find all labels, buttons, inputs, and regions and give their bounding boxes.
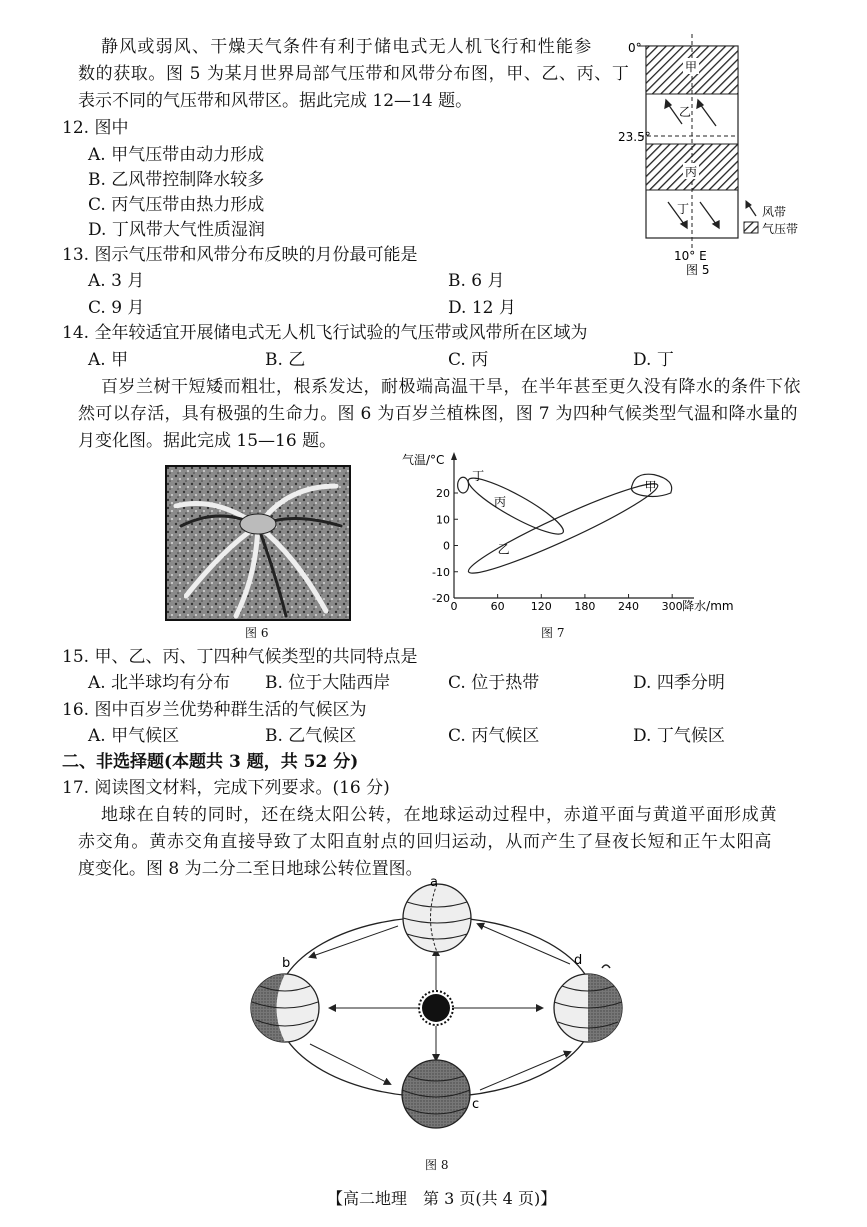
- legend-pressure-icon: [744, 222, 758, 233]
- fig6-caption: 图 6: [245, 626, 269, 640]
- zone-label-jia: 甲: [684, 60, 698, 74]
- q14-stem: 14. 全年较适宜开展储电式无人机飞行试验的气压带或风带所在区域为: [62, 323, 588, 343]
- figure-8-orbit-diagram: [240, 872, 640, 1150]
- q15-option-d: D. 四季分明: [633, 673, 725, 693]
- x-tick-label: 120: [530, 600, 552, 613]
- q15-option-a: A. 北半球均有分布: [88, 673, 231, 693]
- y-tick-label: 0: [443, 539, 450, 553]
- lat-0-label: 0°: [628, 41, 642, 55]
- y-axis-arrow: [451, 452, 457, 460]
- q13-stem: 13. 图示气压带和风带分布反映的月份最可能是: [62, 245, 418, 265]
- y-axis-label: 气温/°C: [402, 453, 445, 467]
- label-b: b: [282, 956, 291, 971]
- q13-option-a: A. 3 月: [88, 271, 145, 291]
- q17-line1: 地球在自转的同时，还在绕太阳公转，在地球运动过程中，赤道平面与黄道平面形成黄: [101, 805, 778, 825]
- region-label-jia: 甲: [644, 479, 657, 494]
- page-footer: 【高二地理 第 3 页(共 4 页)】: [327, 1189, 557, 1208]
- legend-wind: 风带: [762, 205, 787, 219]
- x-tick-label: 0: [450, 600, 458, 613]
- fig8-caption: 图 8: [425, 1158, 449, 1172]
- sun: [419, 991, 453, 1025]
- q16-option-a: A. 甲气候区: [88, 726, 180, 746]
- q17-stem: 17. 阅读图文材料，完成下列要求。(16 分): [62, 778, 390, 798]
- q16-option-b: B. 乙气候区: [265, 726, 357, 746]
- figure-6-photo: [166, 466, 350, 620]
- x-axis-label: 降水/mm: [682, 599, 734, 613]
- y-tick-label: 10: [436, 513, 450, 527]
- intro1-line2: 数的获取。图 5 为某月世界局部气压带和风带分布图，甲、乙、丙、丁: [78, 64, 630, 84]
- figure-7-chart: [392, 448, 734, 638]
- q12-stem: 12. 图中: [62, 118, 129, 138]
- q12-option-b: B. 乙风带控制降水较多: [88, 170, 265, 190]
- x-tick-label: 60: [490, 600, 505, 613]
- earth-c: [402, 1060, 470, 1128]
- q15-option-c: C. 位于热带: [448, 673, 540, 693]
- earth-b: [251, 974, 319, 1042]
- q12-option-a: A. 甲气压带由动力形成: [88, 145, 265, 165]
- q15-option-b: B. 位于大陆西岸: [265, 673, 391, 693]
- label-a: a: [430, 875, 438, 890]
- region-label-bing: 丙: [494, 495, 507, 510]
- q15-stem: 15. 甲、乙、丙、丁四种气候类型的共同特点是: [62, 647, 418, 667]
- intro2-line1: 百岁兰树干短矮而粗壮，根系发达，耐极端高温干旱，在半年甚至更久没有降水的条件下依: [101, 377, 801, 397]
- intro2-line3: 月变化图。据此完成 15—16 题。: [78, 431, 337, 451]
- y-tick-label: -10: [432, 565, 450, 579]
- q13-option-d: D. 12 月: [448, 298, 516, 318]
- x-tick-label: 240: [618, 600, 640, 613]
- q16-stem: 16. 图中百岁兰优势种群生活的气候区为: [62, 700, 367, 720]
- q17-line3: 度变化。图 8 为二分二至日地球公转位置图。: [78, 859, 423, 879]
- q14-option-d: D. 丁: [633, 350, 674, 370]
- section-2-heading: 二、非选择题(本题共 3 题，共 52 分): [62, 752, 359, 772]
- q13-option-b: B. 6 月: [448, 271, 505, 291]
- q14-option-a: A. 甲: [88, 350, 129, 370]
- q14-option-b: B. 乙: [265, 350, 306, 370]
- q14-option-c: C. 丙: [448, 350, 489, 370]
- region-label-ding: 丁: [472, 468, 485, 483]
- intro1-line1: 静风或弱风、干燥天气条件有利于储电式无人机飞行和性能参: [101, 37, 593, 57]
- q13-option-c: C. 9 月: [88, 298, 145, 318]
- q12-option-d: D. 丁风带大气性质湿润: [88, 220, 265, 240]
- zone-label-bing: 丙: [684, 165, 698, 179]
- q12-option-c: C. 丙气压带由热力形成: [88, 195, 265, 215]
- y-tick-label: 20: [436, 487, 450, 500]
- q16-option-d: D. 丁气候区: [633, 726, 725, 746]
- fig7-caption: 图 7: [541, 626, 565, 640]
- region-ding: [458, 477, 469, 493]
- lat-23-label: 23.5°: [618, 130, 651, 144]
- zone-label-ding: 丁: [676, 202, 690, 216]
- q17-line2: 赤交角。黄赤交角直接导致了太阳直射点的回归运动，从而产生了昼夜长短和正午太阳高: [78, 832, 773, 852]
- legend-pressure: 气压带: [762, 222, 799, 236]
- fig5-caption: 图 5: [686, 263, 710, 277]
- q16-option-c: C. 丙气候区: [448, 726, 540, 746]
- lon-label: 10° E: [674, 249, 707, 263]
- earth-a: [403, 884, 471, 952]
- intro2-line2: 然可以存活，具有极强的生命力。图 6 为百岁兰植株图，图 7 为四种气候类型气温和降水量的: [78, 404, 798, 424]
- region-label-yi: 乙: [497, 542, 510, 557]
- figure-5: [620, 32, 820, 278]
- x-tick-label: 180: [574, 600, 596, 613]
- zone-label-yi: 乙: [678, 105, 692, 119]
- intro1-line3: 表示不同的气压带和风带区。据此完成 12—14 题。: [78, 91, 473, 111]
- x-tick-label: 300: [661, 600, 683, 613]
- earth-d: [554, 965, 622, 1042]
- legend-wind-icon: [746, 201, 756, 216]
- label-c: c: [472, 1097, 480, 1112]
- y-tick-label: -20: [432, 592, 450, 605]
- label-d: d: [574, 953, 583, 968]
